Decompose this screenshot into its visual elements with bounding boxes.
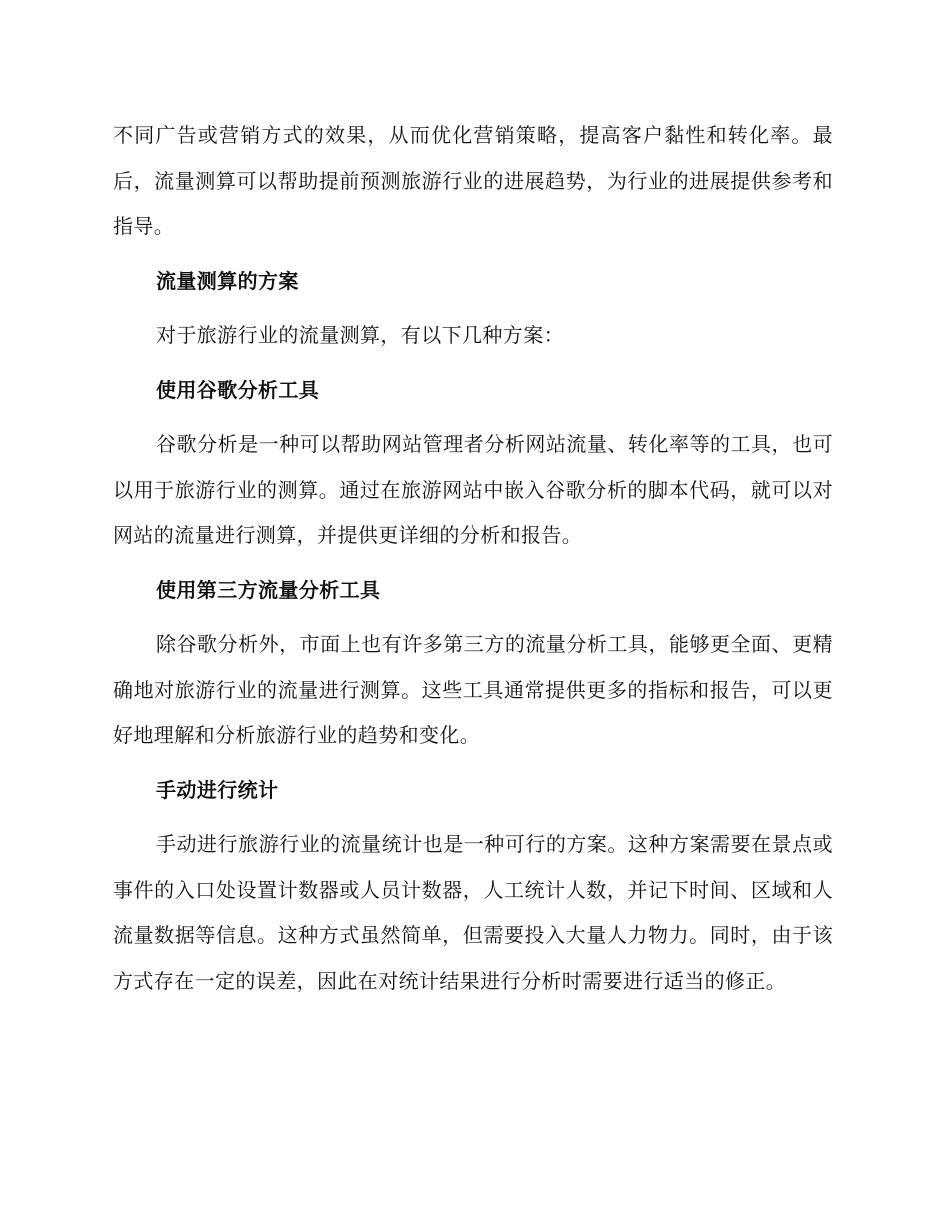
paragraph-manual-statistics: 手动进行旅游行业的流量统计也是一种可行的方案。这种方案需要在景点或事件的入口处设置计数器或人员计数器，人工统计人数，并记下时间、区域和人流量数据等信息。这种方式虽然简单，但需要投入大量人力物力。同时，由于该方式存在一定的误差，因此在对统计结果进行分析时需要进行适当的修正。 bbox=[113, 832, 833, 993]
section-heading-manual-statistics: 手动进行统计 bbox=[156, 777, 279, 802]
paragraph-intro-continuation: 不同广告或营销方式的效果，从而优化营销策略，提高客户黏性和转化率。最后，流量测算可以帮助提前预测旅游行业的进展趋势，为行业的进展提供参考和指导。 bbox=[113, 123, 833, 238]
section-heading-flow-measurement-plans: 流量测算的方案 bbox=[156, 268, 299, 293]
section-heading-third-party-tools: 使用第三方流量分析工具 bbox=[156, 577, 381, 602]
paragraph-third-party-tools: 除谷歌分析外，市面上也有许多第三方的流量分析工具，能够更全面、更精确地对旅游行业的流量进行测算。这些工具通常提供更多的指标和报告，可以更好地理解和分析旅游行业的趋势和变化。 bbox=[113, 632, 833, 747]
section-heading-google-analytics: 使用谷歌分析工具 bbox=[156, 377, 320, 402]
document-body bbox=[113, 113, 833, 1004]
paragraph-plans-intro: 对于旅游行业的流量测算，有以下几种方案： bbox=[156, 323, 564, 347]
paragraph-google-analytics: 谷歌分析是一种可以帮助网站管理者分析网站流量、转化率等的工具，也可以用于旅游行业的测算。通过在旅游网站中嵌入谷歌分析的脚本代码，就可以对网站的流量进行测算，并提供更详细的分析和报告。 bbox=[113, 432, 833, 547]
